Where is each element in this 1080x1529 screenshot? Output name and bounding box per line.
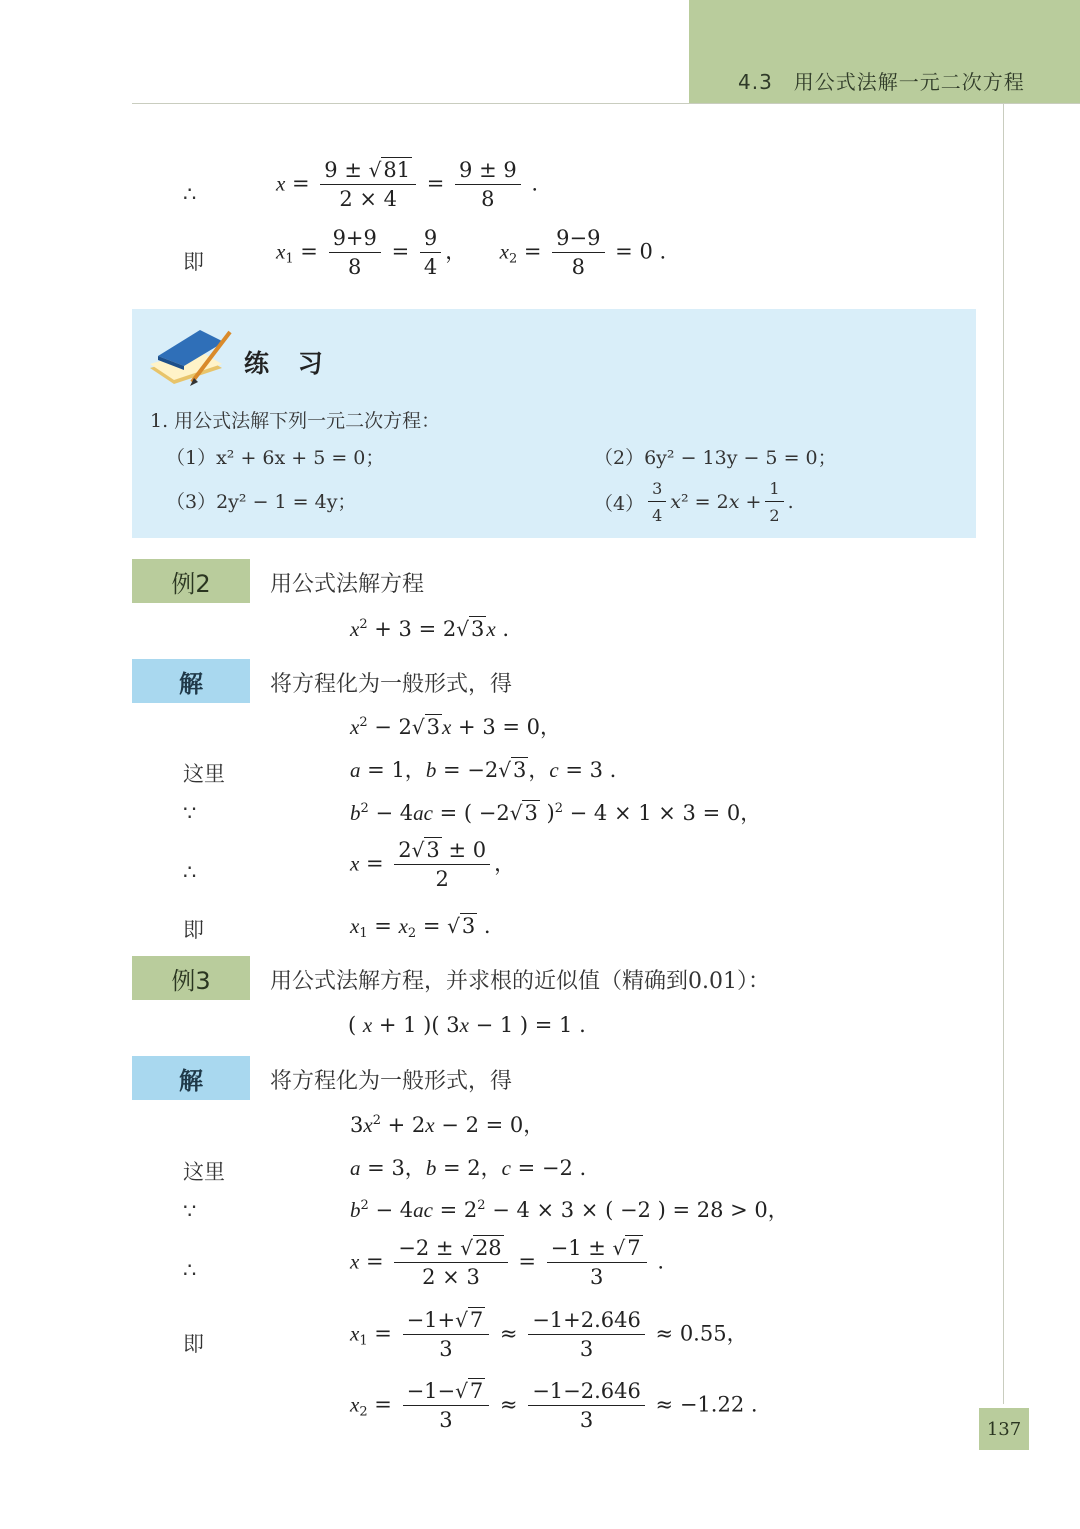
therefore-label: ∴	[183, 182, 197, 206]
margin-rule	[1003, 104, 1004, 1404]
example3-tag: 例3	[132, 956, 250, 1000]
page-number: 137	[979, 1408, 1029, 1450]
example3-solution-tag: 解	[132, 1056, 250, 1100]
example2-roots: $x_1 = x_2 = √3$ .	[350, 914, 491, 941]
example2-general-form: $x^2 - 2√3x + 3 = 0$，	[350, 715, 561, 739]
header-rule	[132, 103, 1080, 104]
zheli-label-2: 这里	[183, 1160, 225, 1184]
example3-root-x1: $x_1$ = $\frac{-1+√7}{3}$ ≈ $\frac{-1+2.646}{3}$ ≈ 0.55，	[350, 1308, 748, 1361]
practice-item-3: （3）2y² − 1 = 4y；	[166, 491, 357, 513]
equation-x-81: x = $\frac{9 \pm √81}{2 \times 4}$ = $\frac{9 \pm 9}{8}$ .	[276, 158, 539, 211]
example2-tag: 例2	[132, 559, 250, 603]
equation-x1-x2: $x_1$ = $\frac{9+9}{8}$ = $\frac{9}{4}$ ， $x_2$ = $\frac{9-9}{8}$ = 0 .	[276, 226, 667, 279]
example3-coefficients: a = 3，b = 2，c = −2 .	[350, 1156, 587, 1180]
example3-root-x2: $x_2$ = $\frac{-1-√7}{3}$ ≈ $\frac{-1-2.646}{3}$ ≈ −1.22 .	[350, 1379, 758, 1432]
because-label-2: ∵	[183, 1199, 197, 1223]
example2-discriminant: $b^2 - 4ac$ = ( −2√3 )$^2$ − 4 × 1 × 3 = 0，	[350, 801, 762, 825]
practice-question: 1. 用公式法解下列一元二次方程：	[150, 410, 441, 432]
example3-prompt: 用公式法解方程，并求根的近似值（精确到0.01）：	[270, 969, 770, 994]
example3-root-formula: x = $\frac{-2 \pm √28}{2 \times 3}$ = $\frac{-1 \pm √7}{3}$ .	[350, 1236, 665, 1289]
example2-coefficients: a = 1，b = −2√3，c = 3 .	[350, 758, 617, 782]
example2-solution-tag: 解	[132, 659, 250, 703]
example3-discriminant: $b^2 - 4ac = 2^2 - 4 \times 3$ × ( −2 ) = 28 > 0，	[350, 1198, 789, 1222]
because-label-1: ∵	[183, 801, 197, 825]
example2-prompt: 用公式法解方程	[270, 572, 425, 597]
zheli-label-1: 这里	[183, 762, 225, 786]
ji-label-2: 即	[183, 918, 204, 942]
example2-solution-lead: 将方程化为一般形式，得	[270, 672, 513, 697]
section-title: 4.3 用公式法解一元二次方程	[738, 70, 1025, 94]
therefore-label-2: ∴	[183, 860, 197, 884]
practice-item-2: （2）6y² − 13y − 5 = 0；	[594, 447, 837, 469]
therefore-label-3: ∴	[183, 1258, 197, 1282]
practice-item-4-label: （4）	[594, 492, 645, 515]
example2-equation: $x^2 + 3 = 2√3x$ .	[350, 617, 510, 641]
ji-label: 即	[183, 250, 204, 274]
practice-item-4: （4） $\frac{3}{4}$ x² = 2x + $\frac{1}{2}$ .	[594, 479, 794, 525]
example3-equation: ( x + 1 )( 3x − 1 ) = 1 .	[348, 1013, 586, 1037]
ji-label-3: 即	[183, 1332, 204, 1356]
example3-general-form: $3x^2 + 2x - 2 = 0$，	[350, 1113, 545, 1137]
practice-title: 练 习	[244, 349, 333, 378]
example3-solution-lead: 将方程化为一般形式，得	[270, 1069, 513, 1094]
example2-root-formula: x = $\frac{2√3 \pm 0}{2}$ ，	[350, 838, 516, 891]
practice-item-1: （1）x² + 6x + 5 = 0；	[166, 447, 385, 469]
book-pen-icon	[144, 324, 236, 392]
